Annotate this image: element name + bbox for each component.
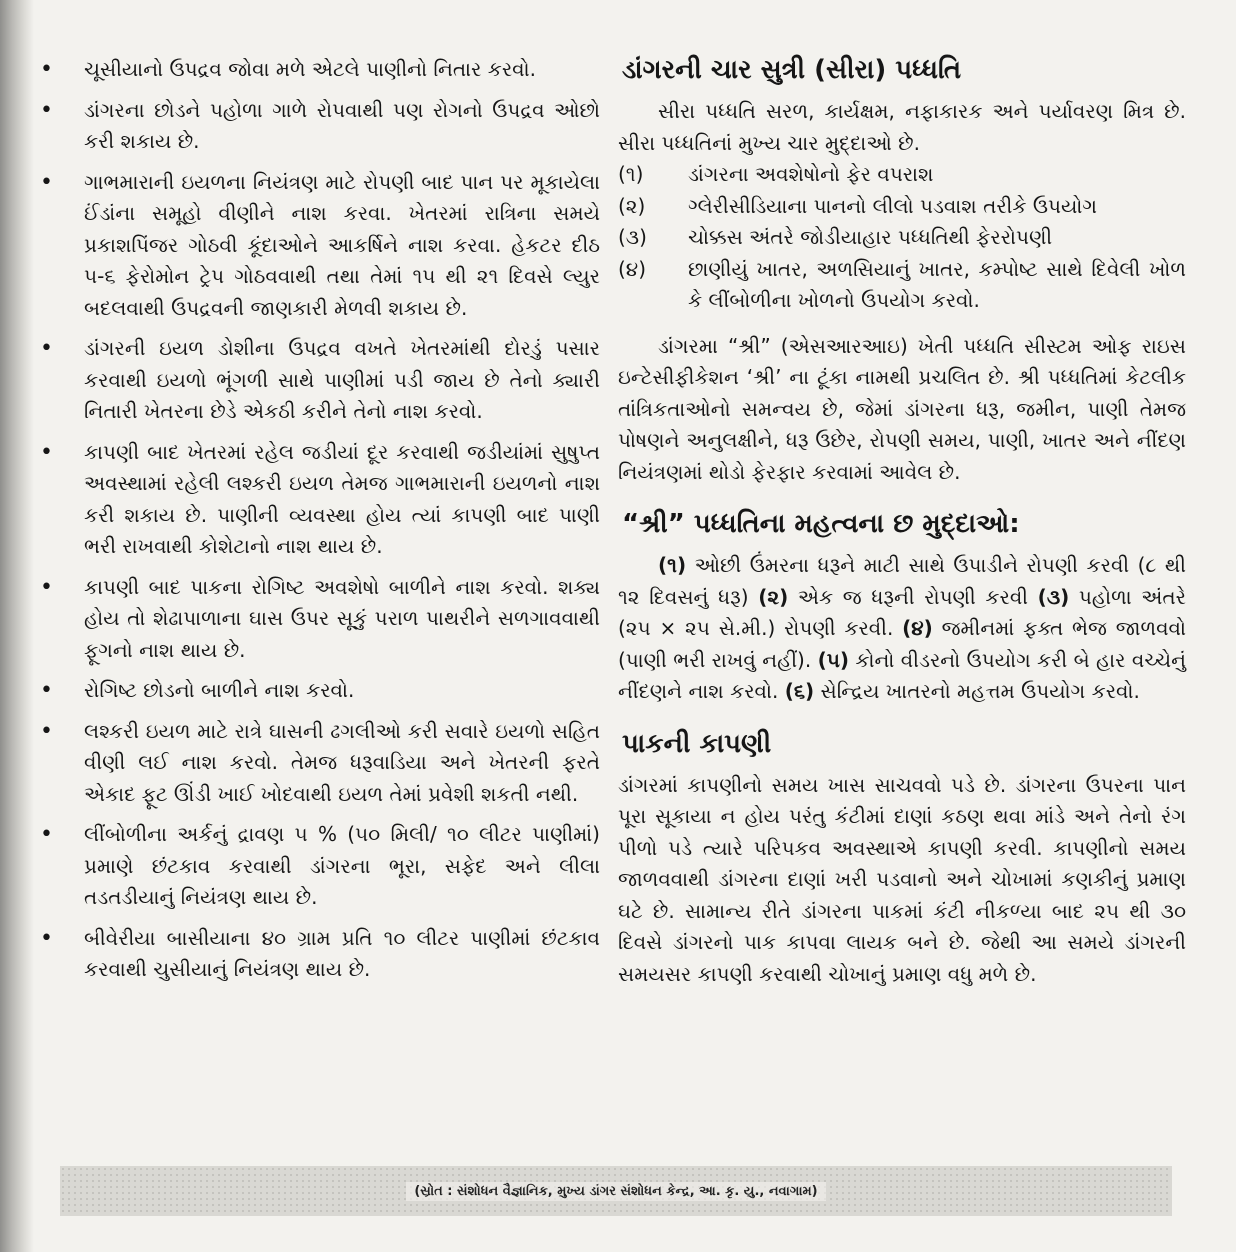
- item-number: (૨): [618, 193, 646, 218]
- list-item: [618, 222, 1186, 254]
- list-item: • કાપણી બાદ ખેતરમાં રહેલ જડીયાં દૂર કરવાથી જડીયાંમાં સુષુપ્ત અવસ્થામાં રહેલી લશ્કરી ઇયળ તેમજ ગાભમારાની ઇયળનો નાશ કરી શકાય છે. પાણીની વ્યવસ્થા હોય ત્યાં કાપણી બાદ પાણી ભરી રાખવાથી કોશેટાનો નાશ થાય છે.: [34, 437, 600, 563]
- item-text: ચોક્કસ અંતરે જોડીયાહાર પધ્ધતિથી ફેરરોપણી: [688, 225, 1053, 249]
- point-number: (૪): [902, 616, 933, 640]
- point-text: જમીનમાં ફક્ત ભેજ જાળવવો (પાણી ભરી રાખવું નહીં).: [618, 616, 1186, 672]
- list-item: • ડાંગરના છોડને પહોળા ગાળે રોપવાથી પણ રોગનો ઉપદ્રવ ઓછો કરી શકાય છે.: [34, 95, 600, 158]
- item-text: છાણીયું ખાતર, અળસિયાનું ખાતર, કમ્પોષ્ટ સાથે દિવેલી ખોળ કે લીંબોળીના ખોળનો ઉપયોગ કરવો.: [688, 256, 1186, 312]
- list-item: • લીંબોળીના અર્કનું દ્રાવણ ૫ % (૫૦ મિલી/ ૧૦ લીટર પાણીમાં) પ્રમાણે છંટકાવ કરવાથી ડાંગરના ભૂરા, સફેદ અને લીલા તડતડીયાનું નિયંત્રણ થાય છે.: [34, 819, 600, 914]
- list-item: • બીવેરીયા બાસીયાના ૪૦ ગ્રામ પ્રતિ ૧૦ લીટર પાણીમાં છંટકાવ કરવાથી ચુસીયાનું નિયંત્રણ થાય છે.: [34, 923, 600, 986]
- point-number: (૬): [784, 679, 815, 703]
- section-heading-harvest: પાકની કાપણી: [622, 728, 772, 759]
- item-text: ગ્લેરીસીડિયાના પાનનો લીલો પડવાશ તરીકે ઉપયોગ: [688, 193, 1097, 218]
- sira-points-list: [618, 159, 1186, 317]
- section-heading-sira: ડાંગરની ચાર સુત્રી (સીરા) પધ્ધતિ: [622, 55, 962, 85]
- section-heading-sri-points: “શ્રી” પધ્ધતિના મહત્વના છ મુદ્દાઓ:: [622, 509, 1020, 539]
- left-column: [34, 54, 600, 995]
- point-number: (૩): [1037, 584, 1070, 609]
- point-number: (૧): [658, 553, 687, 577]
- list-item: • ડાંગરની ઇયળ ડોશીના ઉપદ્રવ વખતે ખેતરમાંથી દોરડું પસાર કરવાથી ઇયળો ભૂંગળી સાથે પાણીમાં પડી જાય છે તેનો ક્યારી નિતારી ખેતરના છેડે એકઠી કરીને તેનો નાશ કરવો.: [34, 333, 600, 428]
- list-item: [618, 254, 1186, 317]
- source-citation: (સ્રોત : સંશોધન વૈજ્ઞાનિક, મુખ્ય ડાંગર સંશોધન કેન્દ્ર, આ. કૃ. યુ., નવાગામ): [406, 1182, 825, 1201]
- item-number: (૪): [618, 256, 647, 281]
- item-text: ડાંગરના અવશેષોનો ફેર વપરાશ: [688, 162, 934, 186]
- sri-description: ડાંગરમા “શ્રી” (એસઆરઆઇ) ખેતી પધ્ધતિ સીસ્ટમ ઓફ રાઇસ ઇન્ટેસીફીકેશન ‘શ્રી’ ના ટૂંકા નામથી પ્રચલિત છે. શ્રી પધ્ધતિમાં કેટલીક તાંત્રિકતાઓનો સમન્વય છે, જેમાં ડાંગરના ધરૂ, જમીન, પાણી તેમજ પોષણને અનુલક્ષીને, ધરૂ ઉછેર, રોપણી સમય, પાણી, ખાતર અને નીંદણ નિયંત્રણમાં થોડો ફેરફાર કરવામાં આવેલ છે.: [618, 333, 1186, 484]
- point-text: પહોળા અંતરે (૨૫ × ૨૫ સે.મી.) રોપણી કરવી.: [618, 584, 1186, 640]
- list-item: [618, 159, 1186, 191]
- list-item: • ચૂસીયાનો ઉપદ્રવ જોવા મળે એટલે પાણીનો નિતાર કરવો.: [34, 54, 600, 86]
- list-item: [618, 191, 1186, 223]
- pest-control-list: [34, 54, 600, 986]
- point-text: એક જ ધરૂની રોપણી કરવી: [788, 584, 1038, 609]
- item-number: (૩): [618, 225, 647, 249]
- list-item: • ગાભમારાની ઇયળના નિયંત્રણ માટે રોપણી બાદ પાન પર મૂકાયેલા ઈંડાંના સમૂહો વીણીને નાશ કરવા. ખેતરમાં રાત્રિના સમયે પ્રકાશપિંજર ગોઠવી કૂંદાઓને આકર્ષિને નાશ કરવા. હેકટર દીઠ ૫-૬ ફેરોમોન ટ્રેપ ગોઠવવાથી તથા તેમાં ૧૫ થી ૨૧ દિવસે લ્યુર બદલવાથી ઉપદ્રવની જાણકારી મેળવી શકાય છે.: [34, 167, 600, 325]
- item-number: (૧): [618, 162, 644, 186]
- list-item: • કાપણી બાદ પાકના રોગિષ્ટ અવશેષો બાળીને નાશ કરવો. શક્ય હોય તો શેઢાપાળાના ઘાસ ઉપર સૂકું પરાળ પાથરીને સળગાવવાથી ફૂગનો નાશ થાય છે.: [34, 572, 600, 667]
- list-item: • લશ્કરી ઇયળ માટે રાત્રે ઘાસની ઢગલીઓ કરી સવારે ઇયળો સહિત વીણી લઈ નાશ કરવો. તેમજ ધરૂવાડિયા અને ખેતરની ફરતે એકાદ ફૂટ ઊંડી ખાઈ ખોદવાથી ઇયળ તેમાં પ્રવેશી શકતી નથી.: [34, 716, 600, 811]
- point-text: સેન્દ્રિય ખાતરનો મહત્તમ ઉપયોગ કરવો.: [814, 679, 1140, 703]
- harvest-paragraph: ડાંગરમાં કાપણીનો સમય ખાસ સાચવવો પડે છે. ડાંગરના ઉપરના પાન પૂરા સૂકાયા ન હોય પરંતુ કંટીમાં દાણાં કઠણ થવા માંડે અને તેનો રંગ પીળો પડે ત્યારે પરિપકવ અવસ્થાએ કાપણી કરવી. કાપણીનો સમય જાળવવાથી ડાંગરના દાણાં ખરી પડવાનો અને ચોખામાં કણકીનું પ્રમાણ ઘટે છે. સામાન્ય રીતે ડાંગરના પાકમાં કંટી નીકળ્યા બાદ ૨૫ થી ૩૦ દિવસે ડાંગરનો પાક કાપવા લાયક બને છે. જેથી આ સમયે ડાંગરની સમયસર કાપણી કરવાથી ચોખાનું પ્રમાણ વધુ મળે છે.: [618, 772, 1186, 986]
- point-text: કોનો વીડરનો ઉપયોગ કરી બે હાર વચ્ચેનું નીંદણને નાશ કરવો.: [618, 647, 1186, 703]
- point-text: ઓછી ઉંમરના ધરૂને માટી સાથે ઉપાડીને રોપણી કરવી (૮ થી ૧૨ દિવસનું ધરૂ): [618, 553, 1186, 609]
- sira-intro: સીરા પધ્ધતિ સરળ, કાર્યક્ષમ, નફાકારક અને પર્યાવરણ મિત્ર છે. સીરા પધ્ધતિનાં મુખ્ય ચાર મુદ્દાઓ છે.: [618, 99, 1186, 155]
- point-number: (૨): [758, 584, 789, 609]
- source-footer: [60, 1166, 1172, 1216]
- list-item: • રોગિષ્ટ છોડનો બાળીને નાશ કરવો.: [34, 675, 600, 707]
- point-number: (૫): [817, 647, 850, 672]
- right-column: [618, 52, 1186, 990]
- sri-points-paragraph: [618, 550, 1186, 708]
